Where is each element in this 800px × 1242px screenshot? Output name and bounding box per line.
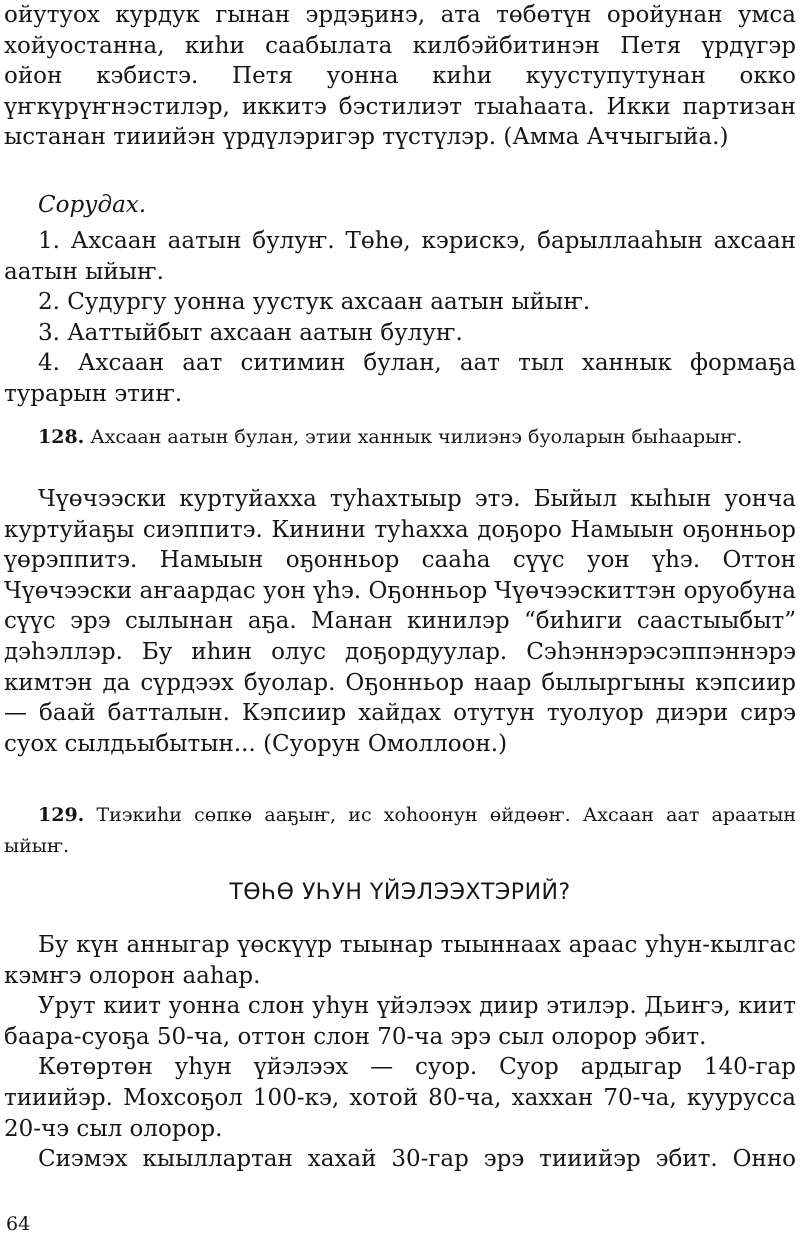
task-item: 1. Ахсаан аатын булуҥ. Төһө, кэрискэ, барыллааһын ахсаан аатын ыйыҥ. — [4, 228, 796, 285]
section-heading: ТӨҺӨ УҺУН ҮЙЭЛЭЭХТЭРИЙ? — [229, 880, 571, 905]
exercise-129-number: 129. — [38, 804, 85, 826]
exercise-129-instruction: 129. Тиэкиһи сөпкө ааҕыҥ, ис хоһоонун өйдөөҥ. Ахсаан аат араатын ыйыҥ. — [4, 804, 796, 857]
exercise-128-instruction: 128. Ахсаан аатын булан, этии ханнык чилиэнэ буоларын быһаарыҥ. — [38, 426, 743, 448]
task-list — [4, 226, 796, 410]
section-paragraph: Урут киит уонна слон уһун үйэлээх диир этилэр. Дьиҥэ, киит баара-суоҕа 50-ча, оттон слон 70-ча эрэ сыл олорор эбит. — [4, 993, 796, 1050]
section-body — [4, 930, 796, 1175]
section-paragraph: Көтөртөн уһун үйэлээх — суор. Суор ардыгар 140-гар тииийэр. Мохсоҕол 100-кэ, хотой 80-ча, хаххан 70-ча, куурусса 20-чэ сыл олорор. — [4, 1054, 796, 1142]
intro-paragraph: ойутуох курдук гынан эрдэҕинэ, ата төбөтүн оройунан умса хойуостанна, киһи саабылата килбэйбитинэн Петя үрдүгэр ойон кэбистэ. Петя уонна киһи кууступутунан окко үҥкүрүҥнэстилэр, иккитэ бэстилиэт тыаһаата. Икки партизан ыстанан тииийэн үрдүлэригэр түстүлэр. (Амма Аччыгыйа.) — [4, 2, 796, 151]
exercise-128-text: Чүөчээски куртуйаххa туһахтыыр этэ. Быйыл кыһын уонча куртуйаҕы сиэппитэ. Кинини туһахха доҕоро Намыын оҕонньор үөрэппитэ. Намыын оҕонньор сааһа сүүс уон үһэ. Оттон Чүөчээски аҥаардас уон үһэ. Оҕонньор Чүөчээскиттэн оруобуна сүүс эрэ сылынан аҕа. Манан кинилэр “биһиги саастыыбыт” дэһэллэр. Бу иһин олус доҕордуулар. Сэһэннэрэсэппэннэрэ кимтэн да сүрдээх буолар. Оҕонньор наар былыргыны кэпсиир — баай батталын. Кэпсиир хайдах отутун туолуор диэри сирэ суох сылдьыбытын... (Суорун Омоллоон.) — [4, 486, 796, 757]
task-item: 2. Судургу уонна уустук ахсаан аатын ыйыҥ. — [38, 289, 591, 316]
task-item: 3. Ааттыйбыт ахсаан аатын булуҥ. — [38, 319, 463, 346]
section-paragraph: Бу күн анныгар үөскүүр тыынар тыыннаах араас уһун-кылгас кэмҥэ олорон ааһар. — [4, 932, 796, 989]
page-number: 64 — [6, 1213, 31, 1235]
section-paragraph: Сиэмэх кыыллартан хахай 30-гар эрэ тииийэр эбит. Онно — [38, 1146, 796, 1173]
task-item: 4. Ахсаан аат ситимин булан, аат тыл ханнык формаҕа турарын этиҥ. — [4, 350, 796, 407]
questions-label: Сорудах. — [38, 192, 147, 218]
exercise-128-number: 128. — [38, 426, 85, 448]
